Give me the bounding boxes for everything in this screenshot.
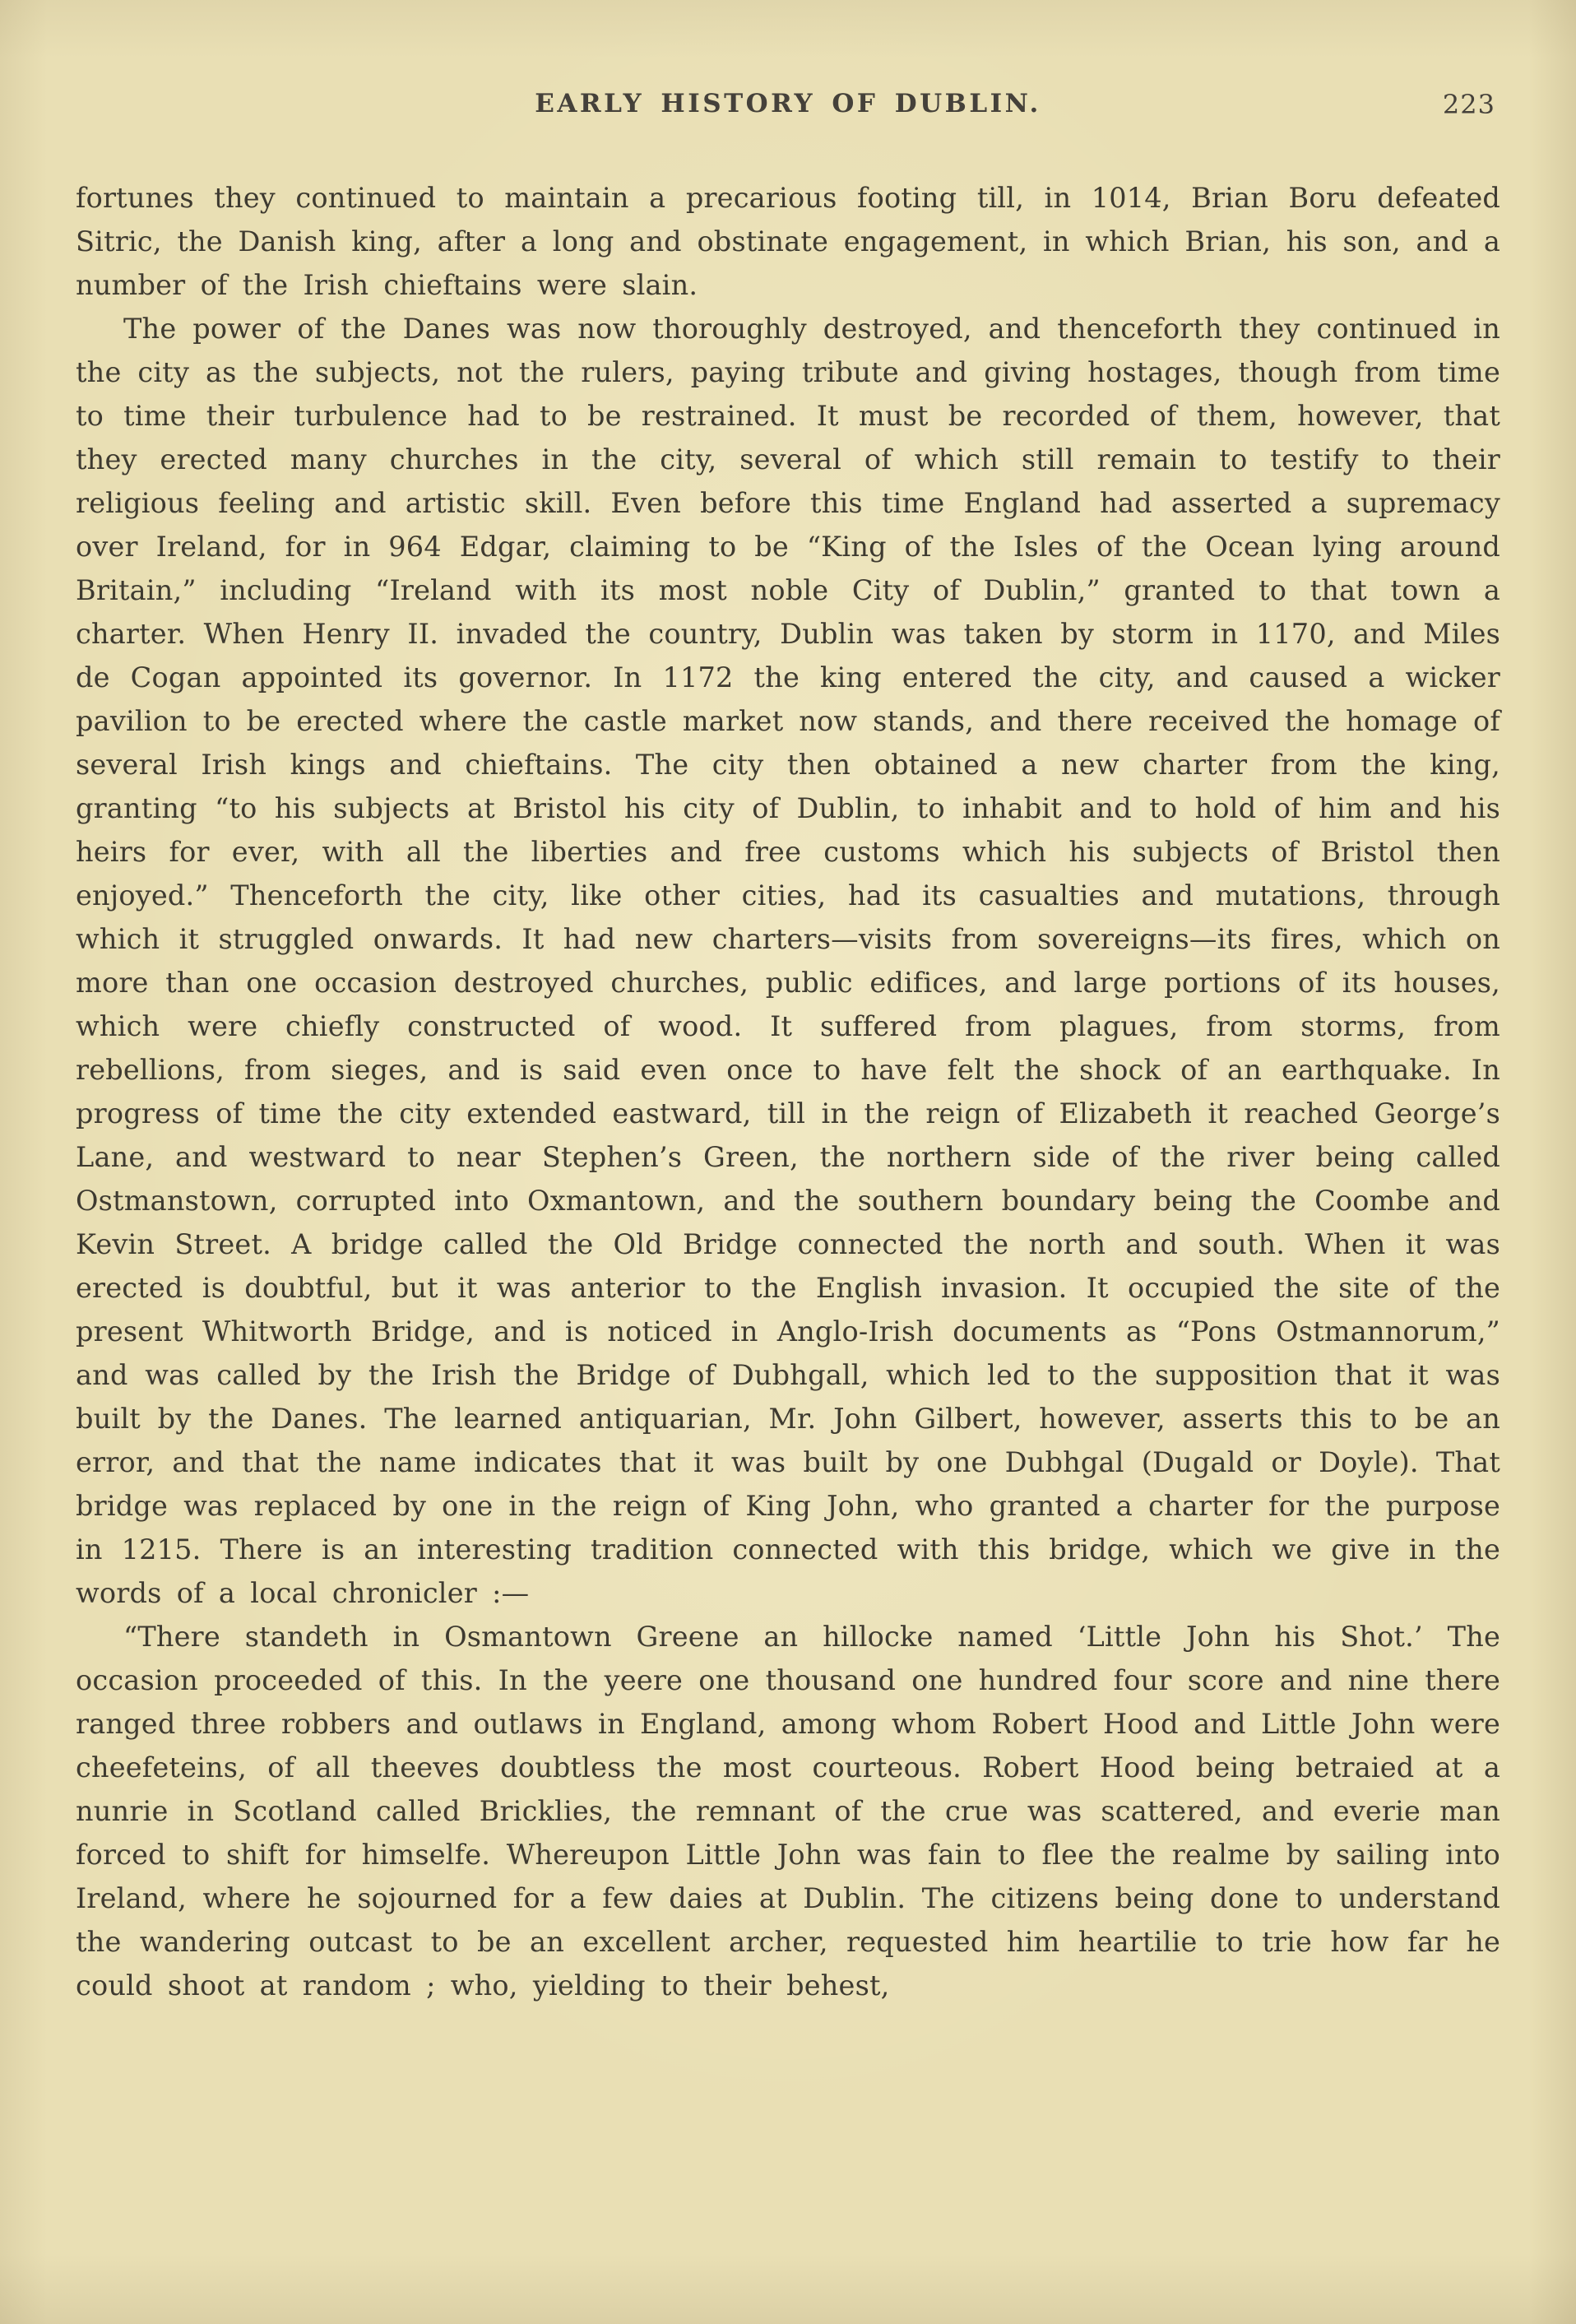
paragraph: fortunes they continued to maintain a precarious footing till, in 1014, Brian Boru defeated Sitric, the Danish king, after a long and obstinate engagement, in which Brian, his son, and a number of the Irish chieftains were slain. [76, 182, 1500, 301]
running-title: EARLY HISTORY OF DUBLIN. [535, 89, 1041, 118]
page-number: 223 [1442, 89, 1495, 120]
page-header [76, 89, 1500, 125]
paragraph: The power of the Danes was now thoroughly destroyed, and thenceforth they continued in the city as the subjects, not the rulers, paying tribute and giving hostages, though from time to time their turbulence had to be restrained. It must be recorded of them, however, that they erected many churches in the city, several of which still remain to testify to their religious feeling and artistic skill. Even before this time England had asserted a supremacy over Ireland, for in 964 Edgar, claiming to be “King of the Isles of the Ocean lying around Britain,” including “Ireland with its most noble City of Dublin,” granted to that town a charter. When Henry II. invaded the country, Dublin was taken by storm in 1170, and Miles de Cogan appointed its governor. In 1172 the king entered the city, and caused a wicker pavilion to be erected where the castle market now stands, and there received the homage of several Irish kings and chieftains. The city then obtained a new charter from the king, granting “to his subjects at Bristol his city of Dublin, to inhabit and to hold of him and his heirs for ever, with all the liberties and free customs which his subjects of Bristol then enjoyed.” Thenceforth the city, like other cities, had its casualties and mutations, through which it struggled onwards. It had new charters—visits from sovereigns—its fires, which on more than one occasion destroyed churches, public edifices, and large portions of its houses, which were chiefly constructed of wood. It suffered from plagues, from storms, from rebellions, from sieges, and is said even once to have felt the shock of an earthquake. In progress of time the city extended eastward, till in the reign of Elizabeth it reached George’s Lane, and westward to near Stephen’s Green, the northern side of the river being called Ostmanstown, corrupted into Oxmantown, and the southern boundary being the Coombe and Kevin Street. A bridge called the Old Bridge connected the north and south. When it was erected is doubtful, but it was anterior to the English invasion. It occupied the site of the present Whitworth Bridge, and is noticed in Anglo-Irish documents as “Pons Ostmannorum,” and was called by the Irish the Bridge of Dubhgall, which led to the supposition that it was built by the Danes. The learned antiquarian, Mr. John Gilbert, however, asserts this to be an error, and that the name indicates that it was built by one Dubhgal (Dugald or Doyle). That bridge was replaced by one in the reign of King John, who granted a charter for the purpose in 1215. There is an interesting tradition connected with this bridge, which we give in the words of a local chronicler :— [76, 313, 1500, 1609]
paragraph: “There standeth in Osmantown Greene an hillocke named ‘Little John his Shot.’ The occasion proceeded of this. In the yeere one thousand one hundred four score and nine there ranged three robbers and outlaws in England, among whom Robert Hood and Little John were cheefeteins, of all theeves doubtless the most courteous. Robert Hood being betraied at a nunrie in Scotland called Bricklies, the remnant of the crue was scattered, and everie man forced to shift for himselfe. Whereupon Little John was fain to flee the realme by sailing into Ireland, where he sojourned for a few daies at Dublin. The citizens being done to understand the wandering outcast to be an excellent archer, requested him heartilie to trie how far he could shoot at random ; who, yielding to their behest, [76, 1621, 1500, 2002]
page-body [76, 176, 1500, 2007]
